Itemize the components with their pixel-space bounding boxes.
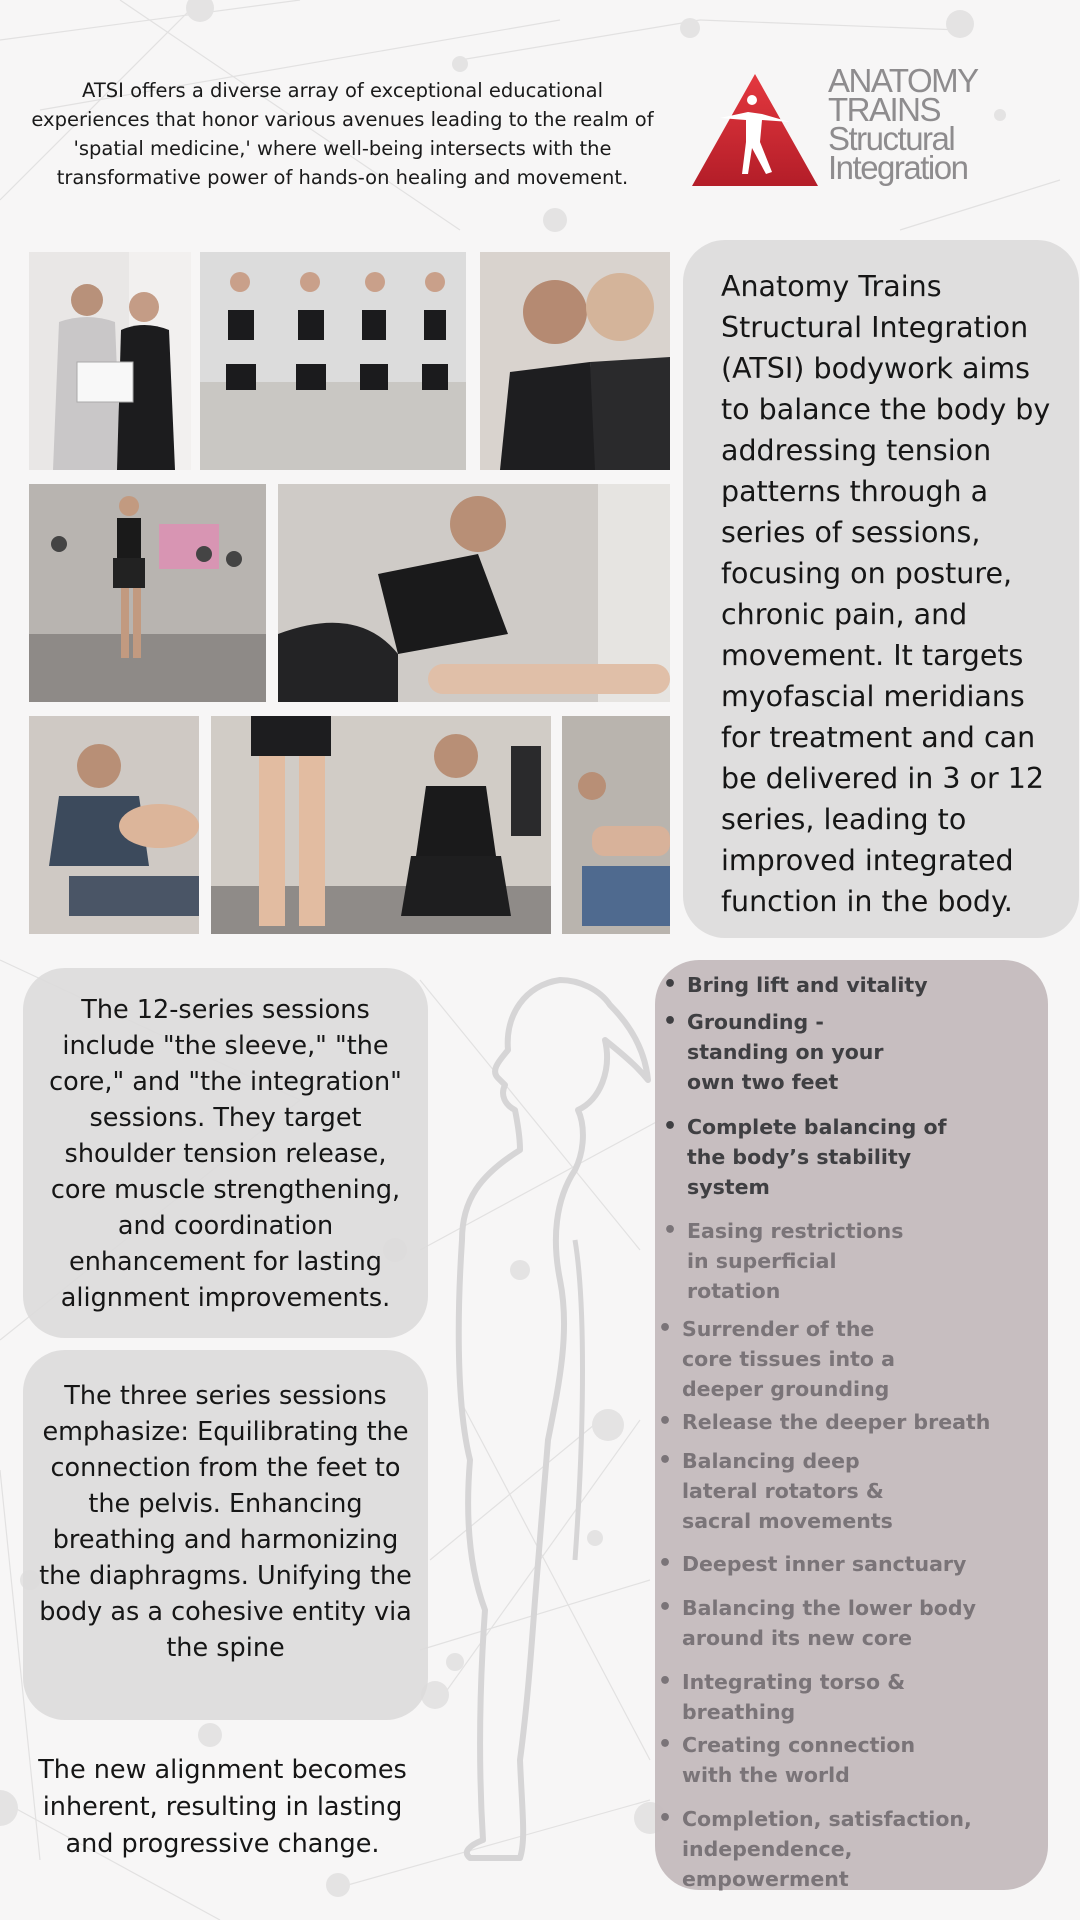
session-item: • Bring lift and vitality xyxy=(663,972,928,997)
session-item: • Easing restrictions in superficial rotation xyxy=(663,1218,904,1303)
session-item: • Creating connection with the world xyxy=(658,1732,916,1787)
leg-assessment-photo xyxy=(211,716,551,934)
session-item: • Surrender of the core tissues into a deeper grounding xyxy=(658,1316,895,1401)
logo-wordmark xyxy=(828,62,1028,186)
three-series-card xyxy=(23,1350,428,1720)
session-item: • Balancing the lower body around its new core xyxy=(658,1595,976,1650)
walking-demo-photo xyxy=(29,484,266,702)
three-series-text: The three series sessions emphasize: Equilibrating the connection from the feet to the pelvis. Enhancing breathing and harmonizing the diaphragms. Unifying the body as a cohesive entity via the spine xyxy=(39,1381,412,1663)
session-item: • Complete balancing of the body’s stability system xyxy=(663,1114,947,1199)
anatomy-trains-logo xyxy=(690,62,1020,197)
session-item: • Release the deeper breath xyxy=(658,1409,991,1434)
logo-triangle-icon xyxy=(690,70,820,190)
logo-line: TRAINS xyxy=(828,91,941,128)
logo-line: Integration xyxy=(828,149,968,186)
intro-paragraph: ATSI offers a diverse array of exceptional educational experiences that honor various avenues leading to the realm of 'spatial medicine,' where well-being intersects with the transformative power of hands-on healing and movement. xyxy=(31,79,654,189)
logo-line: Structural xyxy=(828,120,955,157)
table-work-photo xyxy=(562,716,670,934)
session-item: • Deepest inner sanctuary xyxy=(658,1551,967,1576)
atsi-description-text: Anatomy Trains Structural Integration (ATSI) bodywork aims to balance the body by addressing tension patterns through a series of sessions, focusing on posture, chronic pain, and movement. It targets myofascial meridians for treatment and can be delivered in 3 or 12 series, leading to improved integrated function in the body. xyxy=(721,270,1051,918)
posture-photo xyxy=(200,252,466,470)
session-item: • Integrating torso & breathing xyxy=(658,1669,906,1724)
session-item: • Completion, satisfaction, independence, empowerment xyxy=(658,1806,972,1891)
twelve-series-card xyxy=(23,968,428,1338)
demo-closeup-photo xyxy=(480,252,670,470)
certificate-photo xyxy=(29,252,191,470)
session-item: • Grounding - standing on your own two feet xyxy=(663,1009,884,1094)
head-work-photo xyxy=(29,716,199,934)
session-item: • Balancing deep lateral rotators & sacral movements xyxy=(658,1448,893,1533)
hands-on-photo xyxy=(278,484,670,702)
logo-line: ANATOMY xyxy=(828,62,978,99)
closing-statement: The new alignment becomes inherent, resulting in lasting and progressive change. xyxy=(38,1755,407,1859)
twelve-series-text: The 12-series sessions include "the sleeve," "the core," and "the integration" sessions. They target shoulder tension release, core muscle strengthening, and coordination enhancement for lasting alignment improvements. xyxy=(49,995,402,1313)
atsi-description-card xyxy=(683,240,1079,938)
